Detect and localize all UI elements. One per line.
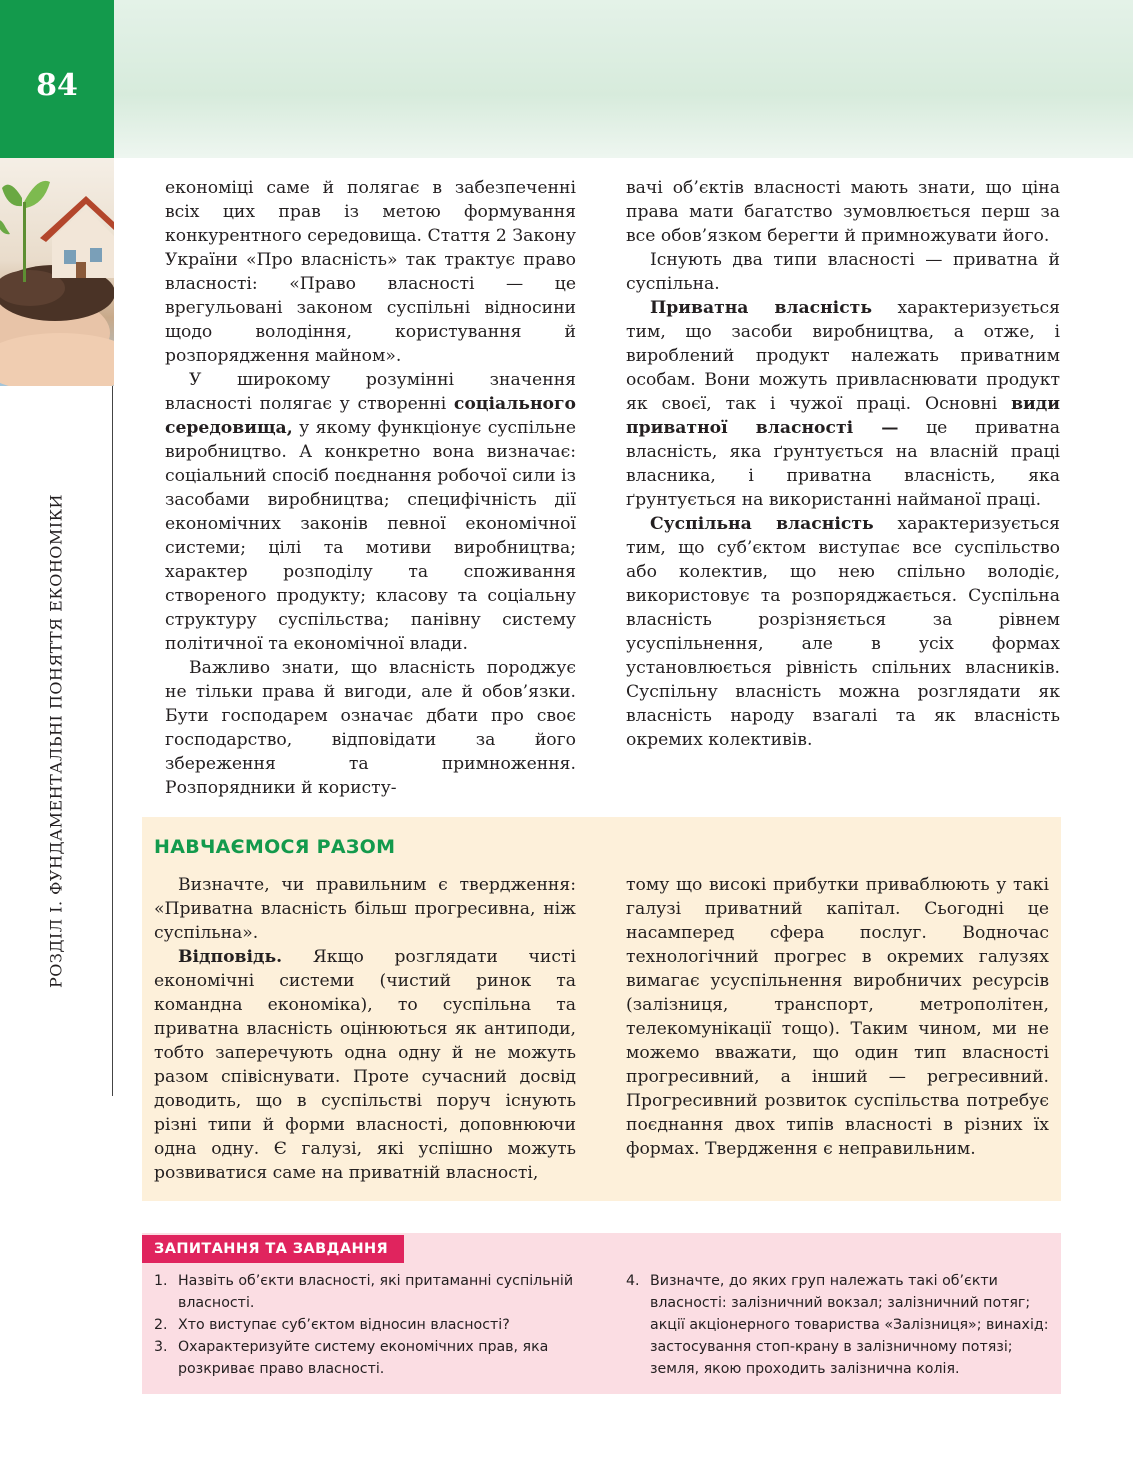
questions-list-left — [154, 1270, 578, 1380]
learn-column-left — [154, 873, 576, 1185]
question-text: Хто виступає суб’єктом відносин власності? — [178, 1317, 510, 1333]
right-paragraph-4 — [626, 512, 1060, 752]
text-run: характеризується тим, що засоби виробництва, а отже, і вироблений продукт належать приватним особам. Вони можуть привласнювати продукт як своєї, так і чужої праці. Основні — [626, 298, 1060, 414]
right-paragraph-1: вачі об’єктів власності мають знати, що ціна права мати багатство зумовлюється перш за все обов’язком берегти й примножувати його. — [626, 178, 1060, 246]
house-hands-photo — [0, 158, 114, 386]
header-band — [0, 0, 1133, 158]
bold-term-private-property-types: види приватної власності — — [626, 394, 1060, 438]
question-number: 4. — [626, 1273, 640, 1289]
question-text: Назвіть об’єкти власності, які притаманні суспільній власності. — [178, 1273, 574, 1311]
question-item-3 — [154, 1336, 578, 1380]
question-item-2 — [154, 1314, 578, 1336]
text-column-left — [165, 176, 576, 800]
bold-term-social-environment: соціального середовища, — [165, 394, 576, 438]
chapter-title-text: РОЗДІЛ І. ФУНДАМЕНТАЛЬНІ ПОНЯТТЯ ЕКОНОМІКИ — [46, 494, 66, 988]
bold-term-public-property: Суспільна власність — [650, 514, 874, 534]
question-item-1 — [154, 1270, 578, 1314]
questions-title: ЗАПИТАННЯ ТА ЗАВДАННЯ — [142, 1235, 404, 1263]
learn-column-right — [626, 873, 1049, 1161]
text-run: у якому функціонує суспільне виробництво. А конкретно вона визначає: соціальний спосіб поєднання робочої сили із засобами виробництва; специфічність дії економічних законів певної економічної системи; цілі та мотиви виробництва; характер розподілу та споживання створеного продукту; класову та соціальну структуру суспільства; панівну систему політичної та економічної влади. — [165, 418, 576, 654]
left-paragraph-1: економіці саме й полягає в забезпеченні всіх цих прав із метою формування конкурентного середовища. Стаття 2 Закону України «Про власність» так трактує право власності: «Право власності — це врегульовані законом суспільні відносини щодо володіння, користування й розпорядження майном». — [165, 178, 576, 366]
learn-answer-part-1 — [154, 945, 576, 1185]
right-paragraph-3 — [626, 296, 1060, 512]
text-run: У широкому розумінні значення власності полягає у створенні — [165, 370, 576, 414]
question-number: 2. — [154, 1317, 168, 1333]
chapter-title-vertical — [0, 386, 112, 1096]
questions-list-right — [626, 1270, 1051, 1380]
learn-together-title: НАВЧАЄМОСЯ РАЗОМ — [154, 836, 396, 858]
text-column-right — [626, 176, 1060, 752]
side-divider — [112, 386, 113, 1096]
learn-answer-part-2: тому що високі прибутки приваблюють у такі галузі приватний капітал. Сьогодні це насамперед сфера послуг. Водночас технологічний прогрес в окремих галузях вимагає усуспільнення виробничих ресурсів (залізниця, транспорт, метрополітен, телекомунікації тощо). Таким чином, ми не можемо вважати, що один тип власності прогресивний, а інший — регресивний. Прогресивний розвиток суспільства потребує поєднання двох типів власності в різних їх формах. Твердження є неправильним. — [626, 875, 1049, 1159]
question-text: Визначте, до яких груп належать такі об’єкти власності: залізничний вокзал; залізничний потяг; акції акціонерного товариства «Залізниця»; винахід: застосування стоп-крану в залізничному потязі; земля, якою проходить залізнична колія. — [650, 1273, 1049, 1377]
bold-term-private-property: Приватна власність — [650, 298, 872, 318]
text-run: це приватна власність, яка ґрунтується на власній праці власника, і приватна власність, яка ґрунтується на використанні найманої праці. — [626, 418, 1061, 510]
text-run: Якщо розглядати чисті економічні системи (чистий ринок та командна економіка), то суспільна та приватна власність оцінюються як антиподи, тобто заперечують одна одну й не можуть разом співіснувати. Проте сучасний досвід доводить, що в суспільстві поруч існують різні типи й форми власності, доповнюючи одна одну. Є галузі, які успішно можуть розвиватися саме на приватній власності, — [154, 947, 576, 1183]
page-number-tab — [0, 0, 114, 158]
left-paragraph-3: Важливо знати, що власність породжує не тільки права й вигоди, але й обов’язки. Бути господарем означає дбати про своє господарство, відповідати за його збереження та примноження. Розпорядники й користу- — [165, 658, 576, 798]
house-plant-illustration — [0, 158, 114, 386]
question-number: 3. — [154, 1339, 168, 1355]
right-paragraph-2: Існують два типи власності — приватна й суспільна. — [626, 250, 1060, 294]
question-number: 1. — [154, 1273, 168, 1289]
page-number: 84 — [36, 68, 78, 103]
learn-question: Визначте, чи правильним є твердження: «Приватна власність більш прогресивна, ніж суспільна». — [154, 875, 576, 943]
text-run: характеризується тим, що суб’єктом виступає все суспільство або колектив, що нею спільно володіє, використовує та розпоряджається. Суспільна власність розрізняється за рівнем усуспільнення, але в усіх формах установлюється рівність спільних власників. Суспільну власність можна розглядати як власність народу взагалі та як власність окремих колективів. — [626, 514, 1060, 750]
question-text: Охарактеризуйте систему економічних прав, яка розкриває право власності. — [178, 1339, 549, 1377]
left-paragraph-2 — [165, 368, 576, 656]
question-item-4 — [626, 1270, 1051, 1380]
answer-label: Відповідь. — [178, 947, 283, 967]
